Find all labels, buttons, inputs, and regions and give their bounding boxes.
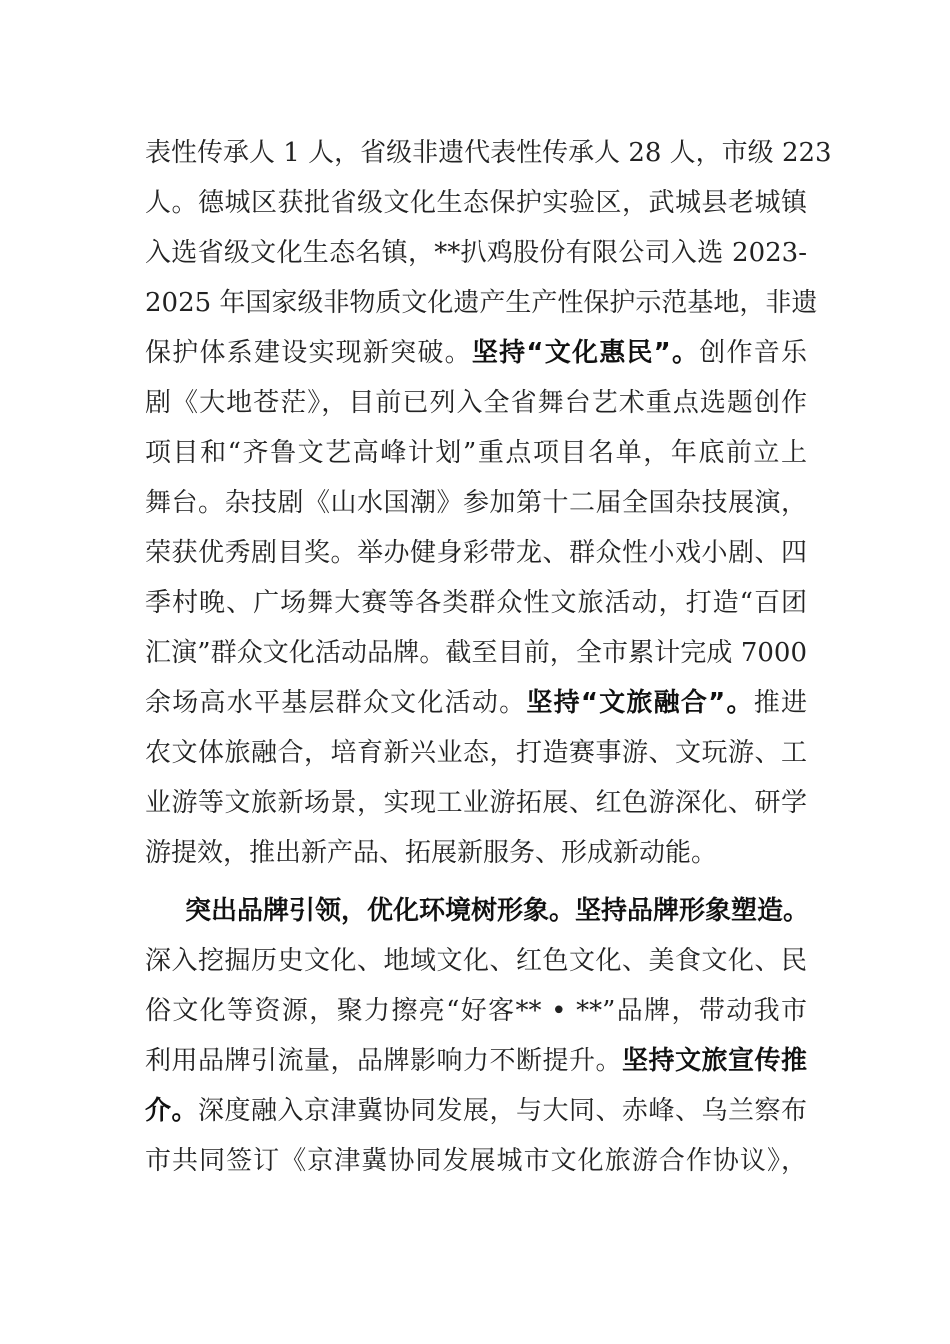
- text-line: [145, 578, 807, 628]
- bold-heading-culture-tourism-integration: 坚持“文旅融合”。: [526, 688, 754, 718]
- text-segment: 俗文化等资源，聚力擦亮“好客** • **”品牌，带动我市: [145, 996, 807, 1026]
- text-segment: 人。德城区获批省级文化生态保护实验区，武城县老城镇: [145, 188, 807, 218]
- text-line: [145, 178, 807, 228]
- text-segment: 表性传承人 1 人，省级非遗代表性传承人 28 人，市级 223: [145, 138, 832, 168]
- text-segment: 保护体系建设实现新突破。: [145, 338, 472, 368]
- text-segment: 荣获优秀剧目奖。举办健身彩带龙、群众性小戏小剧、四: [145, 538, 807, 568]
- text-segment: 深度融入京津冀协同发展，与大同、赤峰、乌兰察布: [198, 1096, 807, 1126]
- text-line: [145, 428, 807, 478]
- text-segment: 创作音乐: [699, 338, 807, 368]
- text-segment: 项目和“齐鲁文艺高峰计划”重点项目名单，年底前立上: [145, 438, 807, 468]
- text-segment: 2025 年国家级非物质文化遗产生产性保护示范基地，非遗: [145, 288, 818, 318]
- text-line: [145, 778, 807, 828]
- text-segment: 市共同签订《京津冀协同发展城市文化旅游合作协议》，: [145, 1146, 807, 1176]
- text-line: [145, 828, 807, 878]
- text-line: [145, 728, 807, 778]
- text-segment: 余场高水平基层群众文化活动。: [145, 688, 527, 718]
- bold-heading-promotion: 坚持文旅宣传推: [621, 1046, 807, 1076]
- text-segment: 剧《大地苍茫》，目前已列入全省舞台艺术重点选题创作: [145, 388, 807, 418]
- paragraph-cultural-heritage: [145, 128, 832, 878]
- text-line: [145, 228, 807, 278]
- text-segment: 入选省级文化生态名镇，**扒鸡股份有限公司入选 2023-: [145, 238, 807, 268]
- bold-heading-brand-leadership: 突出品牌引领，优化环境树形象。坚持品牌形象塑造。: [185, 896, 810, 926]
- text-line: [145, 678, 807, 728]
- bold-heading-promotion-end: 介。: [145, 1096, 198, 1126]
- text-line: [145, 1136, 807, 1186]
- text-segment: 农文体旅融合，培育新兴业态，打造赛事游、文玩游、工: [145, 738, 807, 768]
- text-line: [145, 886, 810, 936]
- text-line: [145, 1086, 807, 1136]
- text-segment: 业游等文旅新场景，实现工业游拓展、红色游深化、研学: [145, 788, 807, 818]
- text-line: [145, 1036, 807, 1086]
- text-segment: 推进: [753, 688, 807, 718]
- text-line: [145, 628, 807, 678]
- text-line: [145, 936, 807, 986]
- text-line: [145, 528, 807, 578]
- text-line: [145, 328, 807, 378]
- text-line: [145, 378, 807, 428]
- text-line: [145, 986, 807, 1036]
- text-line: [145, 278, 818, 328]
- paragraph-brand-leadership: [145, 886, 810, 1186]
- text-line: [145, 478, 807, 528]
- text-segment: 游提效，推出新产品、拓展新服务、形成新动能。: [145, 838, 718, 868]
- text-segment: 深入挖掘历史文化、地域文化、红色文化、美食文化、民: [145, 946, 807, 976]
- text-segment: 汇演”群众文化活动品牌。截至目前，全市累计完成 7000: [145, 638, 807, 668]
- text-segment: 季村晚、广场舞大赛等各类群众性文旅活动，打造“百团: [145, 588, 807, 618]
- bold-heading-cultural-benefit: 坚持“文化惠民”。: [471, 338, 700, 368]
- text-line: [145, 128, 832, 178]
- text-segment: 利用品牌引流量，品牌影响力不断提升。: [145, 1046, 622, 1076]
- text-segment: 舞台。杂技剧《山水国潮》参加第十二届全国杂技展演，: [145, 488, 807, 518]
